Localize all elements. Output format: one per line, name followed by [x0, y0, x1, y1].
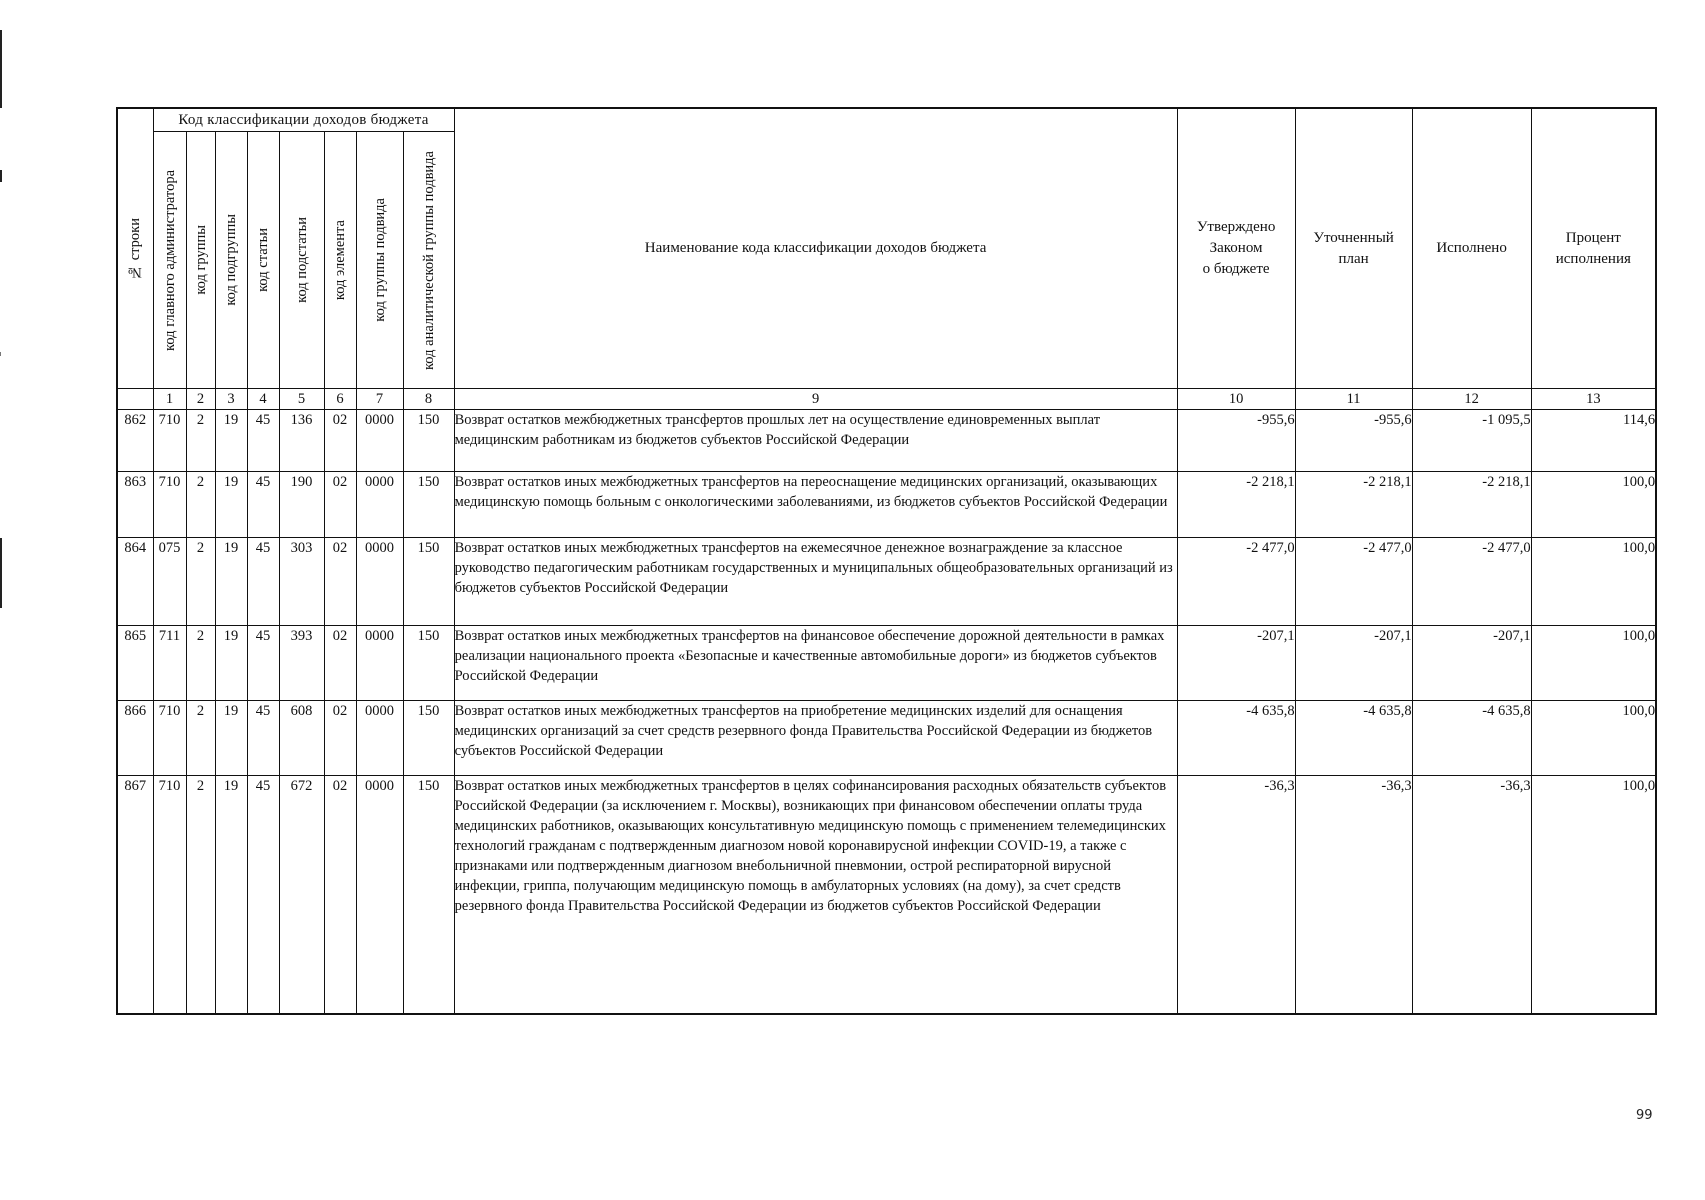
analytic-group-code-cell: 150 — [403, 472, 454, 538]
column-number: 10 — [1177, 389, 1295, 410]
group-code-header: код группы — [186, 132, 215, 389]
article-code-cell: 45 — [247, 538, 279, 626]
subgroup-code-cell: 19 — [215, 472, 247, 538]
row-number-cell: 862 — [117, 410, 153, 472]
row-number-cell: 867 — [117, 776, 153, 1014]
revised-amount-cell: -4 635,8 — [1295, 701, 1412, 776]
percent-header: Процент исполнения — [1531, 108, 1656, 389]
subarticle-code-cell: 303 — [279, 538, 324, 626]
revised-plan-header: Уточненный план — [1295, 108, 1412, 389]
executed-amount-cell: -36,3 — [1412, 776, 1531, 1014]
row-number-cell: 866 — [117, 701, 153, 776]
analytic-group-code-cell: 150 — [403, 776, 454, 1014]
row-number-header: № строки — [117, 108, 153, 389]
table-row — [117, 472, 1656, 538]
analytic-group-code-header: код аналитической группы подвида — [403, 132, 454, 389]
admin-code-cell: 710 — [153, 701, 186, 776]
income-name-cell: Возврат остатков иных межбюджетных трансфертов на финансовое обеспечение дорожной деятельности в рамках реализации национального проекта «Безопасные и качественные автомобильные дороги» из бюджетов субъектов Российской Федерации — [454, 626, 1177, 701]
revised-amount-cell: -36,3 — [1295, 776, 1412, 1014]
approved-amount-cell: -4 635,8 — [1177, 701, 1295, 776]
income-name-cell: Возврат остатков иных межбюджетных трансфертов на переоснащение медицинских организаций, оказывающих медицинскую помощь больным с онкологическими заболеваниями, из бюджетов субъектов Российской Федерации — [454, 472, 1177, 538]
admin-code-cell: 075 — [153, 538, 186, 626]
article-code-cell: 45 — [247, 776, 279, 1014]
executed-amount-cell: -2 218,1 — [1412, 472, 1531, 538]
percent-cell: 100,0 — [1531, 626, 1656, 701]
column-number-row — [117, 389, 1656, 410]
column-number: 1 — [153, 389, 186, 410]
revised-amount-cell: -955,6 — [1295, 410, 1412, 472]
income-name-cell: Возврат остатков иных межбюджетных трансфертов на приобретение медицинских изделий для оснащения медицинских организаций за счет средств резервного фонда Правительства Российской Федерации из бюджетов субъектов Российской Федерации — [454, 701, 1177, 776]
column-number: 9 — [454, 389, 1177, 410]
percent-cell: 100,0 — [1531, 701, 1656, 776]
column-number: 13 — [1531, 389, 1656, 410]
scan-edge-mark — [0, 538, 2, 608]
revised-amount-cell: -2 477,0 — [1295, 538, 1412, 626]
subgroup-code-cell: 19 — [215, 626, 247, 701]
row-number-cell: 864 — [117, 538, 153, 626]
table-row — [117, 626, 1656, 701]
subgroup-code-cell: 19 — [215, 410, 247, 472]
scan-edge-mark — [0, 170, 2, 182]
admin-code-cell: 710 — [153, 410, 186, 472]
approved-header: Утверждено Законом о бюджете — [1177, 108, 1295, 389]
column-number: 7 — [356, 389, 403, 410]
article-code-cell: 45 — [247, 626, 279, 701]
group-code-cell: 2 — [186, 776, 215, 1014]
column-number-blank — [117, 389, 153, 410]
page-number: 99 — [1636, 1108, 1653, 1123]
table-row — [117, 776, 1656, 1014]
executed-amount-cell: -4 635,8 — [1412, 701, 1531, 776]
approved-amount-cell: -2 218,1 — [1177, 472, 1295, 538]
article-code-header: код статьи — [247, 132, 279, 389]
subarticle-code-cell: 672 — [279, 776, 324, 1014]
subarticle-code-cell: 608 — [279, 701, 324, 776]
subtype-group-code-cell: 0000 — [356, 472, 403, 538]
subgroup-code-cell: 19 — [215, 538, 247, 626]
group-code-cell: 2 — [186, 701, 215, 776]
element-code-cell: 02 — [324, 776, 356, 1014]
percent-cell: 100,0 — [1531, 776, 1656, 1014]
percent-cell: 100,0 — [1531, 538, 1656, 626]
subgroup-code-header: код подгруппы — [215, 132, 247, 389]
subtype-group-code-header: код группы подвида — [356, 132, 403, 389]
percent-cell: 100,0 — [1531, 472, 1656, 538]
approved-amount-cell: -955,6 — [1177, 410, 1295, 472]
analytic-group-code-cell: 150 — [403, 410, 454, 472]
element-code-cell: 02 — [324, 701, 356, 776]
subtype-group-code-cell: 0000 — [356, 538, 403, 626]
subarticle-code-cell: 136 — [279, 410, 324, 472]
subarticle-code-cell: 393 — [279, 626, 324, 701]
percent-cell: 114,6 — [1531, 410, 1656, 472]
admin-code-cell: 710 — [153, 472, 186, 538]
group-code-cell: 2 — [186, 538, 215, 626]
subtype-group-code-cell: 0000 — [356, 701, 403, 776]
executed-amount-cell: -2 477,0 — [1412, 538, 1531, 626]
element-code-cell: 02 — [324, 626, 356, 701]
row-number-cell: 863 — [117, 472, 153, 538]
column-number: 2 — [186, 389, 215, 410]
admin-code-cell: 710 — [153, 776, 186, 1014]
column-number: 8 — [403, 389, 454, 410]
admin-code-header: код главного администратора — [153, 132, 186, 389]
name-header: Наименование кода классификации доходов бюджета — [454, 108, 1177, 389]
column-number: 11 — [1295, 389, 1412, 410]
article-code-cell: 45 — [247, 410, 279, 472]
revised-amount-cell: -2 218,1 — [1295, 472, 1412, 538]
income-name-cell: Возврат остатков иных межбюджетных трансфертов на ежемесячное денежное вознаграждение за классное руководство педагогическим работникам государственных и муниципальных общеобразовательных организаций из бюджетов субъектов Российской Федерации — [454, 538, 1177, 626]
element-code-cell: 02 — [324, 538, 356, 626]
subtype-group-code-cell: 0000 — [356, 410, 403, 472]
admin-code-cell: 711 — [153, 626, 186, 701]
approved-amount-cell: -36,3 — [1177, 776, 1295, 1014]
column-number: 6 — [324, 389, 356, 410]
element-code-cell: 02 — [324, 410, 356, 472]
subgroup-code-cell: 19 — [215, 776, 247, 1014]
column-number: 5 — [279, 389, 324, 410]
revised-amount-cell: -207,1 — [1295, 626, 1412, 701]
column-number: 3 — [215, 389, 247, 410]
subtype-group-code-cell: 0000 — [356, 626, 403, 701]
scan-edge-mark — [0, 30, 2, 108]
subgroup-code-cell: 19 — [215, 701, 247, 776]
approved-amount-cell: -2 477,0 — [1177, 538, 1295, 626]
budget-income-table — [116, 107, 1657, 1015]
group-code-cell: 2 — [186, 626, 215, 701]
income-name-cell: Возврат остатков иных межбюджетных трансфертов в целях софинансирования расходных обязательств субъектов Российской Федерации (за исключением г. Москвы), возникающих при финансовом обеспечении оплаты труда медицинских работников, оказывающих консультативную медицинскую помощь с применением телемедицинских технологий гражданам с подтвержденным диагнозом новой коронавирусной инфекции COVID-19, а также с признаками или подтвержденным диагнозом внебольничной пневмонии, острой респираторной вирусной инфекции, гриппа, получающим медицинскую помощь в амбулаторных условиях (на дому), за счет средств резервного фонда Правительства Российской Федерации из бюджетов субъектов Российской Федерации — [454, 776, 1177, 1014]
row-number-cell: 865 — [117, 626, 153, 701]
article-code-cell: 45 — [247, 701, 279, 776]
subarticle-code-header: код подстатьи — [279, 132, 324, 389]
table-row — [117, 410, 1656, 472]
element-code-header: код элемента — [324, 132, 356, 389]
approved-amount-cell: -207,1 — [1177, 626, 1295, 701]
table-row — [117, 538, 1656, 626]
group-code-cell: 2 — [186, 410, 215, 472]
analytic-group-code-cell: 150 — [403, 701, 454, 776]
scan-edge-mark — [0, 352, 1, 356]
analytic-group-code-cell: 150 — [403, 538, 454, 626]
element-code-cell: 02 — [324, 472, 356, 538]
executed-header: Исполнено — [1412, 108, 1531, 389]
executed-amount-cell: -1 095,5 — [1412, 410, 1531, 472]
table-row — [117, 701, 1656, 776]
classification-code-group-header: Код классификации доходов бюджета — [153, 108, 454, 132]
analytic-group-code-cell: 150 — [403, 626, 454, 701]
article-code-cell: 45 — [247, 472, 279, 538]
group-code-cell: 2 — [186, 472, 215, 538]
subtype-group-code-cell: 0000 — [356, 776, 403, 1014]
income-name-cell: Возврат остатков межбюджетных трансфертов прошлых лет на осуществление единовременных выплат медицинским работникам из бюджетов субъектов Российской Федерации — [454, 410, 1177, 472]
column-number: 12 — [1412, 389, 1531, 410]
executed-amount-cell: -207,1 — [1412, 626, 1531, 701]
column-number: 4 — [247, 389, 279, 410]
subarticle-code-cell: 190 — [279, 472, 324, 538]
